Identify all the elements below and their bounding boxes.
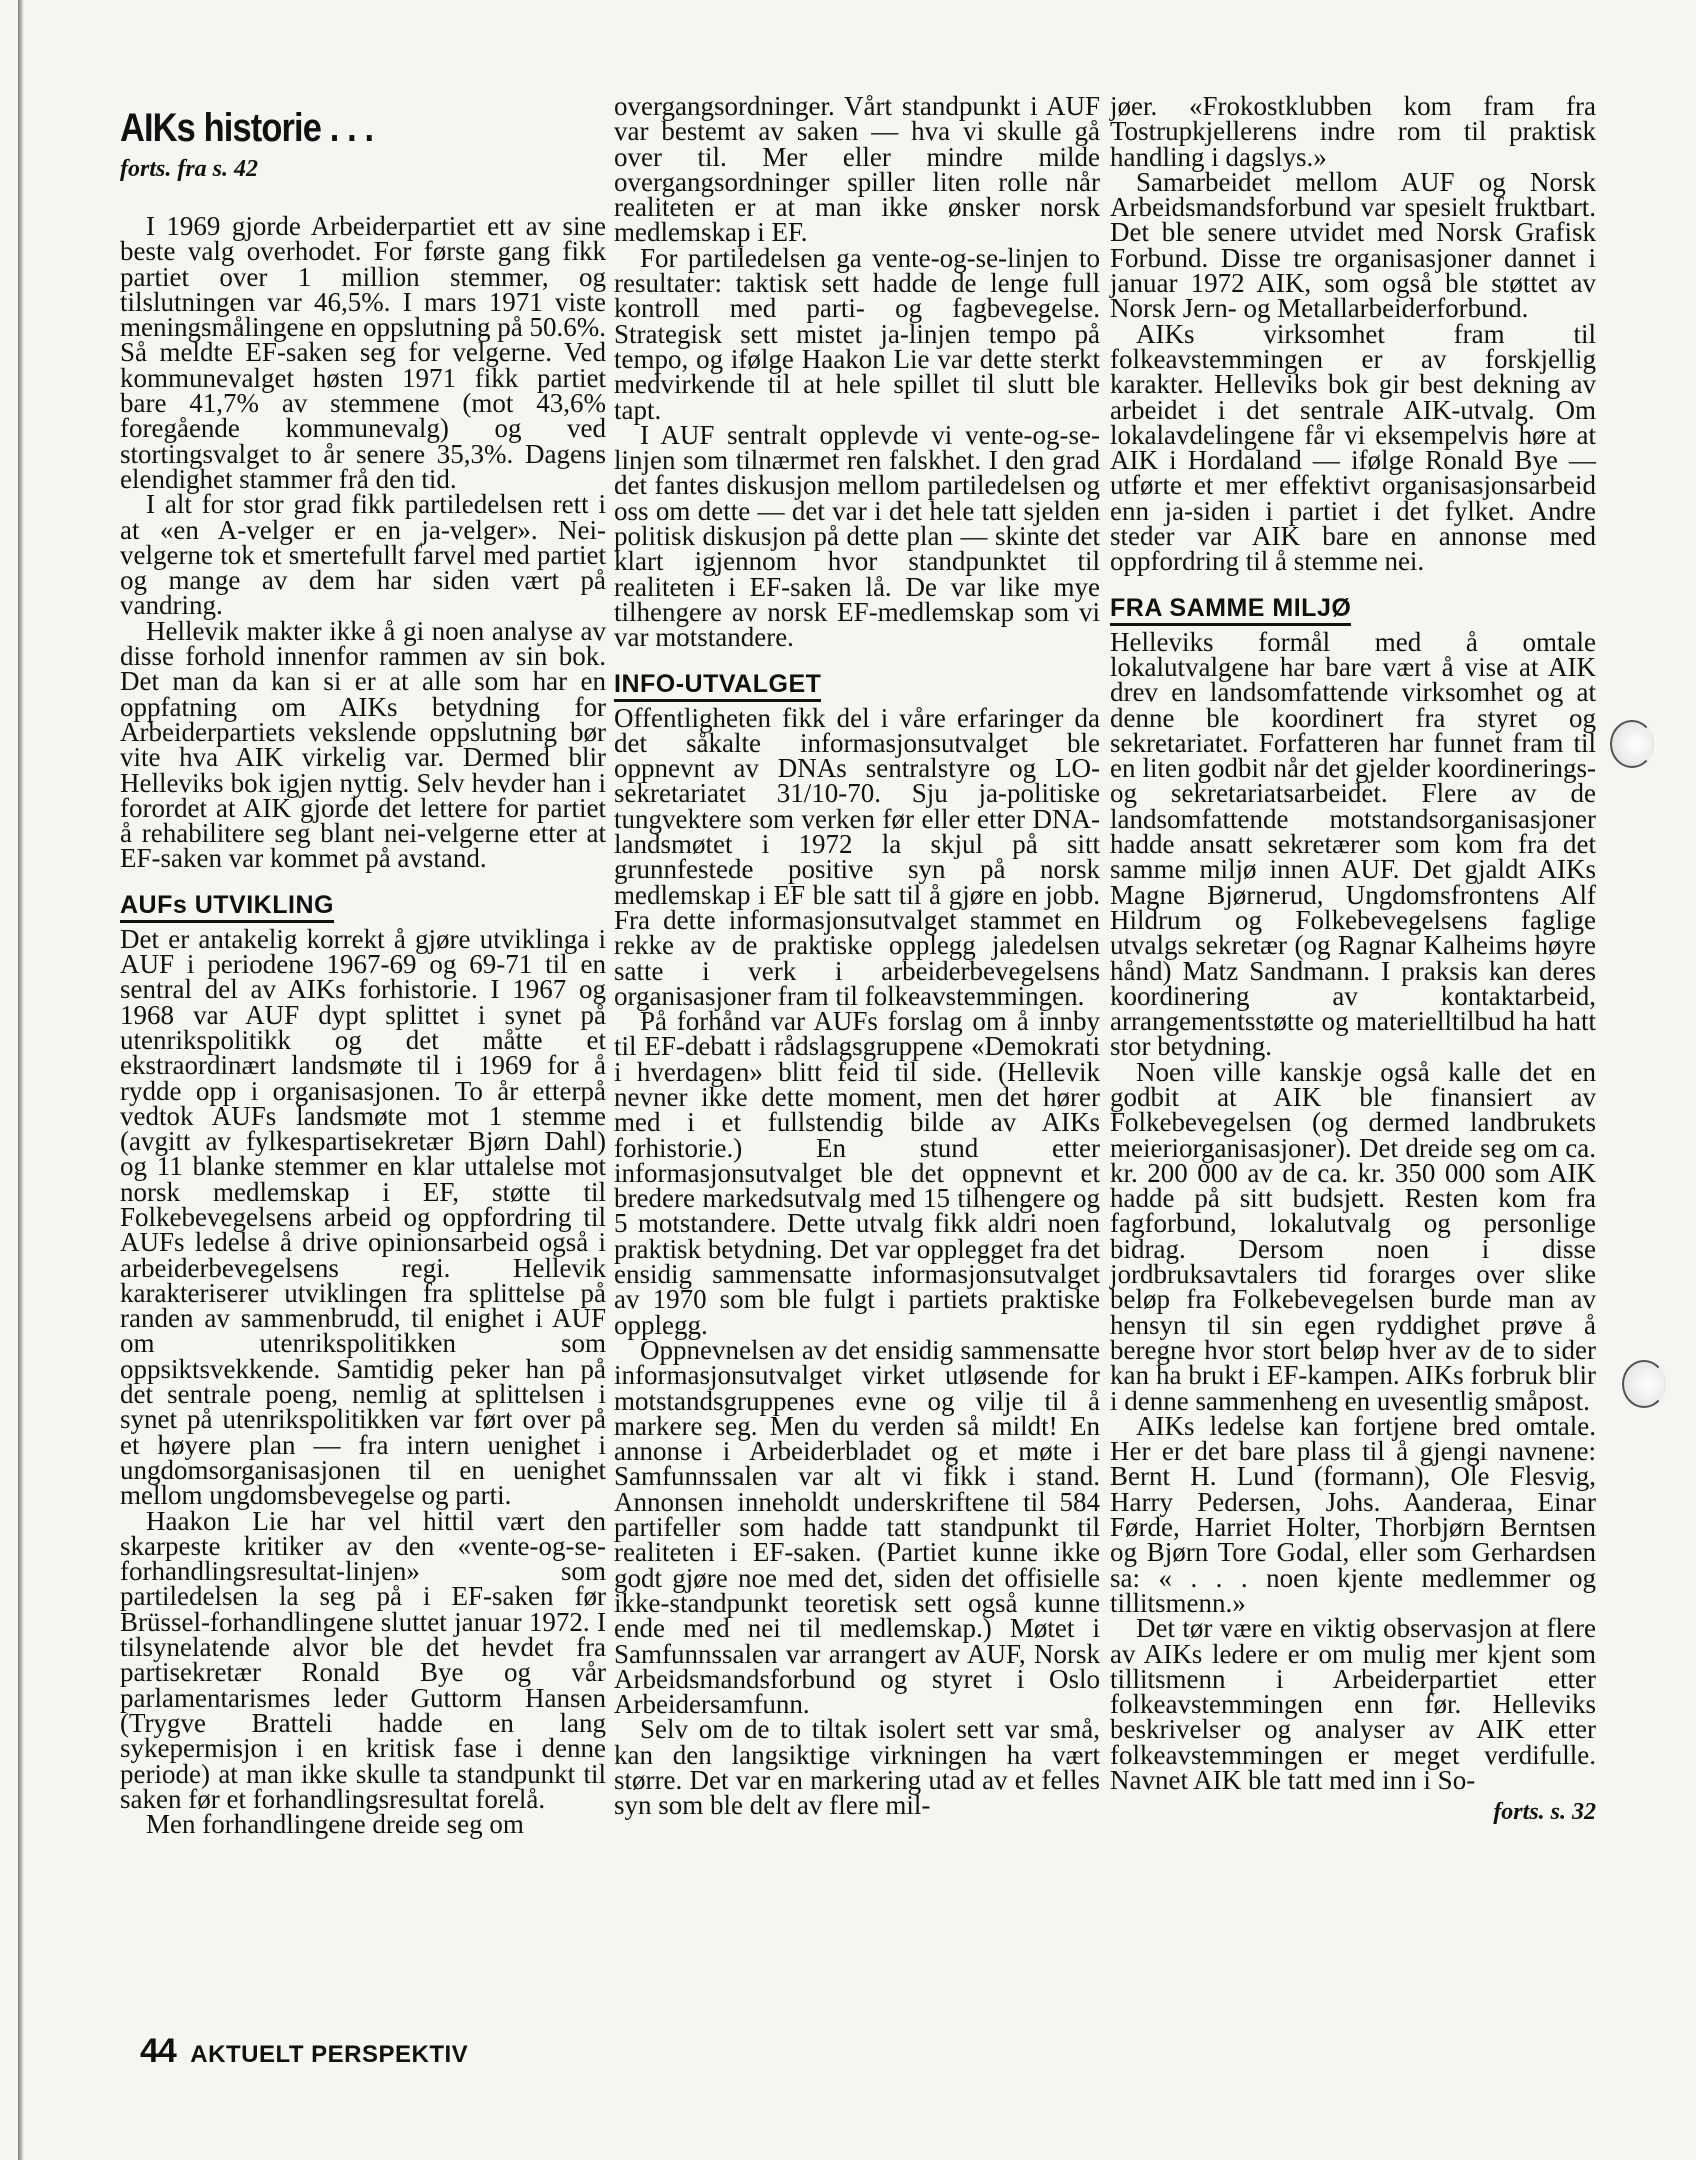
article-paragraph: Oppnevnelsen av det ensidig sammensatte informasjonsutvalget virket utløsende for motstandsgruppenes evne og vilje til å markere seg. Men du verden så mildt! En annonse i Arbeiderbladet og et møte i Samfunnssalen var alt vi fikk i stand. Annonsen inneholdt underskriftene til 584 partifeller som hadde tatt standpunkt til realiteten i EF-saken. (Partiet kunne ikke godt gjøre noe med det, siden det offisielle ikke-standpunkt teoretisk sett også kunne ende med nei til medlemskap.) Møtet i Samfunnssalen var arrangert av AUF, Norsk Arbeidsmandsforbund og styret i Oslo Arbeidersamfunn.	[614, 1334, 1100, 1720]
page-footer	[140, 2032, 468, 2071]
article-paragraph: AIKs ledelse kan fortjene bred omtale. Her er det bare plass til å gjengi navnene: Bernt H. Lund (formann), Ole Flesvig, Harry Pedersen, Johs. Aanderaa, Einar Førde, Harriet Holter, Thorbjørn Berntsen og Bjørn Tore Godal, eller som Gerhardsen sa: « . . . noen kjente medlemmer og tillitsmenn.»	[1110, 1410, 1596, 1618]
article-title: AIKs historie . . .	[120, 106, 374, 150]
column-3-body	[1110, 91, 1596, 1795]
page-number: 44	[140, 2032, 176, 2070]
article-paragraph: Selv om de to tiltak isolert sett var små, kan den langsiktige virkningen ha vært større. Det var en markering utad av et felles syn som ble delt av flere mil-	[614, 1714, 1100, 1821]
column-1-body	[120, 211, 606, 1840]
section-subheading: AUFs UTVIKLING	[120, 890, 334, 923]
article-paragraph: jøer. «Frokostklubben kom fram fra Tostrupkjellerens indre rom til praktisk handling i dagslys.»	[1110, 91, 1596, 172]
article-paragraph: AIKs virksomhet fram til folkeavstemmingen er av forskjellig karakter. Helleviks bok gir best dekning av arbeidet i det sentrale AIK-utvalg. Om lokalavdelingene får vi eksempelvis høre at AIK i Hordaland — ifølge Ronald Bye — utførte et mer effektivt organisasjonsarbeid enn ja-siden i partiet i det fylket. Andre steder var AIK bare en annonse med oppfordring til å stemme nei.	[1110, 318, 1596, 577]
article-paragraph: På forhånd var AUFs forslag om å innby til EF-debatt i rådslagsgruppene «Demokrati i hverdagen» blitt feid til side. (Hellevik nevner ikke dette moment, men det hører med i et fullstendig bilde av AIKs forhistorie.) En stund etter informasjonsutvalget ble det oppnevnt et bredere markedsutvalg med 15 tilhengere og 5 motstandere. Dette utvalg fikk aldri noen praktisk betydning. Det var opplegget fra det ensidig sammensatte informasjonsutvalget av 1970 som ble fulgt i partiets praktiske opplegg.	[614, 1006, 1100, 1340]
article-paragraph: I 1969 gjorde Arbeiderpartiet ett av sine beste valg overhodet. For første gang fikk partiet over 1 million stemmer, og tilslutningen var 46,5%. I mars 1971 viste meningsmålingene en oppslutning på 50.6%. Så meldte EF-saken seg for velgerne. Ved kommunevalget høsten 1971 fikk partiet bare 41,7% av stemmene (mot 43,6% foregående kommunevalg) og ved stortingsvalget to år senere 35,3%. Dagens elendighet stammer frå den tid.	[120, 211, 606, 494]
article-paragraph: I alt for stor grad fikk partiledelsen rett i at «en A-velger er en ja-velger». Nei-velgerne tok et smertefullt farvel med partiet og mange av dem har siden vært på vandring.	[120, 489, 606, 621]
article-paragraph: Haakon Lie har vel hittil vært den skarpeste kritiker av den «vente-og-se-forhandlingsresultat-linjen» som partiledelsen la seg på i EF-saken før Brüssel-forhandlingene sluttet januar 1972. I tilsynelatende alvor ble det hevdet fra partisekretær Ronald Bye og vår parlamentarismes leder Guttorm Hansen (Trygve Bratteli hadde en lang sykepermisjon i en kritisk fase i denne periode) at man ikke skulle ta standpunkt til saken før et forhandlingsresultat forelå.	[120, 1505, 606, 1814]
section-subheading: FRA SAMME MILJØ	[1110, 593, 1351, 626]
section-subheading: INFO-UTVALGET	[614, 669, 821, 702]
article-paragraph: overgangsordninger. Vårt standpunkt i AUF var bestemt av saken — hva vi skulle gå over til. Mer eller mindre milde overgangsordninger spiller liten rolle når realiteten er at man ikke ønsker norsk medlemskap i EF.	[614, 91, 1100, 248]
article-paragraph: I AUF sentralt opplevde vi vente-og-se-linjen som tilnærmet ren falskhet. I den grad det fantes diskusjon mellom partiledelsen og oss om dette — det var i det hele tatt sjelden politisk diskusjon på dette plan — skinte det klart igjennom hvor standpunktet til realiteten i EF-saken lå. De var like mye tilhengere av norsk EF-medlemskap som vi var motstandere.	[614, 419, 1100, 653]
column-2-body	[614, 91, 1100, 1821]
article-paragraph: Det er antakelig korrekt å gjøre utviklinga i AUF i periodene 1967-69 og 69-71 til en sentral del av AIKs forhistorie. I 1967 og 1968 var AUF dypt splittet i synet på utenrikspolitikk og det måtte et ekstraordinært landsmøte til i 1969 for å rydde opp i organisasjonen. To år etterpå vedtok AUFs landsmøte mot 1 stemme (avgitt av fylkespartisekretær Bjørn Dahl) og 11 blanke stemmer en klar uttalelse mot norsk medlemskap i EF, støtte til Folkebevegelsens arbeid og oppfordring til AUFs ledelse å drive opinionsarbeid også i arbeiderbevegelsens regi. Hellevik karakteriserer utviklingen fra splittelse på randen av sammenbrudd, til enighet i AUF om utenrikspolitikken som oppsiktsvekkende. Samtidig peker han på det sentrale poeng, nemlig at splittelsen i synet på utenrikspolitikken var ført over på et høyere plan — fra intern uenighet i ungdomsorganisasjonen til en uenighet mellom ungdomsbevegelse og parti.	[120, 923, 606, 1511]
article-paragraph: Helleviks formål med å omtale lokalutvalgene har bare vært å vise at AIK drev en landsomfattende virksomhet og at denne ble koordinert fra styret og sekretariatet. Forfatteren har funnet fram til en liten godbit når det gjelder koordinerings- og sekretariatsarbeidet. Flere av de landsomfattende motstandsorganisasjoner hadde ansatt sekretærer som kom fra det samme miljø innen AUF. Det gjaldt AIKs Magne Bjørnerud, Ungdomsfrontens Alf Hildrum og Folkebevegelsens faglige utvalgs sekretær (og Ragnar Kalheims høyre hånd) Matz Sandmann. I praksis kan deres koordinering av kontaktarbeid, arrangementsstøtte og materielltilbud ha hatt stor betydning.	[1110, 626, 1596, 1062]
binding-edge	[18, 0, 24, 2160]
article-paragraph: For partiledelsen ga vente-og-se-linjen to resultater: taktisk sett hadde de lenge full kontroll med parti- og fagbevegelse. Strategisk sett mistet ja-linjen tempo på tempo, og ifølge Haakon Lie var dette sterkt medvirkende til at hele spillet til slutt ble tapt.	[614, 242, 1100, 425]
article-paragraph: Offentligheten fikk del i våre erfaringer da det såkalte informasjonsutvalget ble oppnevnt av DNAs sentralstyre og LO-sekretariatet 31/10-70. Sju ja-politiske tungvektere som verken før eller etter DNA-landsmøtet i 1972 la skjul på sitt grunnfestede positive syn på norsk medlemskap i EF ble satt til å gjøre en jobb. Fra dette informasjonsutvalget stammet en rekke av de praktiske opplegg jaledelsen satte i verk i arbeiderbevegelsens organisasjoner fram til folkeavstemmingen.	[614, 702, 1100, 1011]
article-paragraph: Men forhandlingene dreide seg om	[146, 1809, 524, 1840]
article-paragraph: Det tør være en viktig observasjon at flere av AIKs ledere er om mulig mer kjent som tillitsmenn i Arbeiderpartiet etter folkeavstemmingen enn før. Helleviks beskrivelser og analyser av AIK etter folkeavstemmingen er meget verdifulle. Navnet AIK ble tatt med inn i So-	[1110, 1613, 1596, 1795]
continued-on-note: forts. s. 32	[1493, 1799, 1596, 1826]
publication-name: AKTUELT PERSPEKTIV	[190, 2041, 469, 2068]
column-1	[120, 92, 606, 1840]
punch-hole	[1610, 720, 1654, 768]
article-paragraph: Hellevik makter ikke å gi noen analyse av disse forhold innenfor rammen av sin bok. Det man da kan si er at alle som har en oppfatning om AIKs betydning for Arbeiderpartiets vekslende oppslutning bør vite hva AIK virkelig var. Dermed blir Helleviks bok igjen nyttig. Selv hevder han i forordet at AIK gjorde det lettere for partiet å rehabilitere seg blant nei-velgerne etter at EF-saken var kommet på avstand.	[120, 615, 606, 874]
column-3	[1110, 91, 1596, 1827]
column-2	[614, 91, 1100, 1821]
punch-hole	[1622, 1360, 1666, 1408]
continued-from-note: forts. fra s. 42	[120, 156, 259, 182]
article-paragraph: Noen ville kanskje også kalle det en godbit at AIK ble finansiert av Folkebevegelsen (og dermed landbrukets meieriorganisasjoner). Det dreide seg om ca. kr. 200 000 av de ca. kr. 350 000 som AIK hadde på sitt budsjett. Resten kom fra fagforbund, lokalutvalg og personlige bidrag. Dersom noen i disse jordbruksavtalers tid forarges over slike beløp fra Folkebevegelsen burde man av hensyn til sin egen ryddighet prøve å beregne hvor stort beløp hver av de to sider kan ha brukt i EF-kampen. AIKs forbruk blir i denne sammenheng en uvesentlig småpost.	[1110, 1056, 1596, 1416]
article-paragraph: Samarbeidet mellom AUF og Norsk Arbeidsmandsforbund var spesielt fruktbart. Det ble senere utvidet med Norsk Grafisk Forbund. Disse tre organisasjoner dannet i januar 1972 AIK, som også ble støttet av Norsk Jern- og Metallarbeiderforbund.	[1110, 166, 1596, 324]
